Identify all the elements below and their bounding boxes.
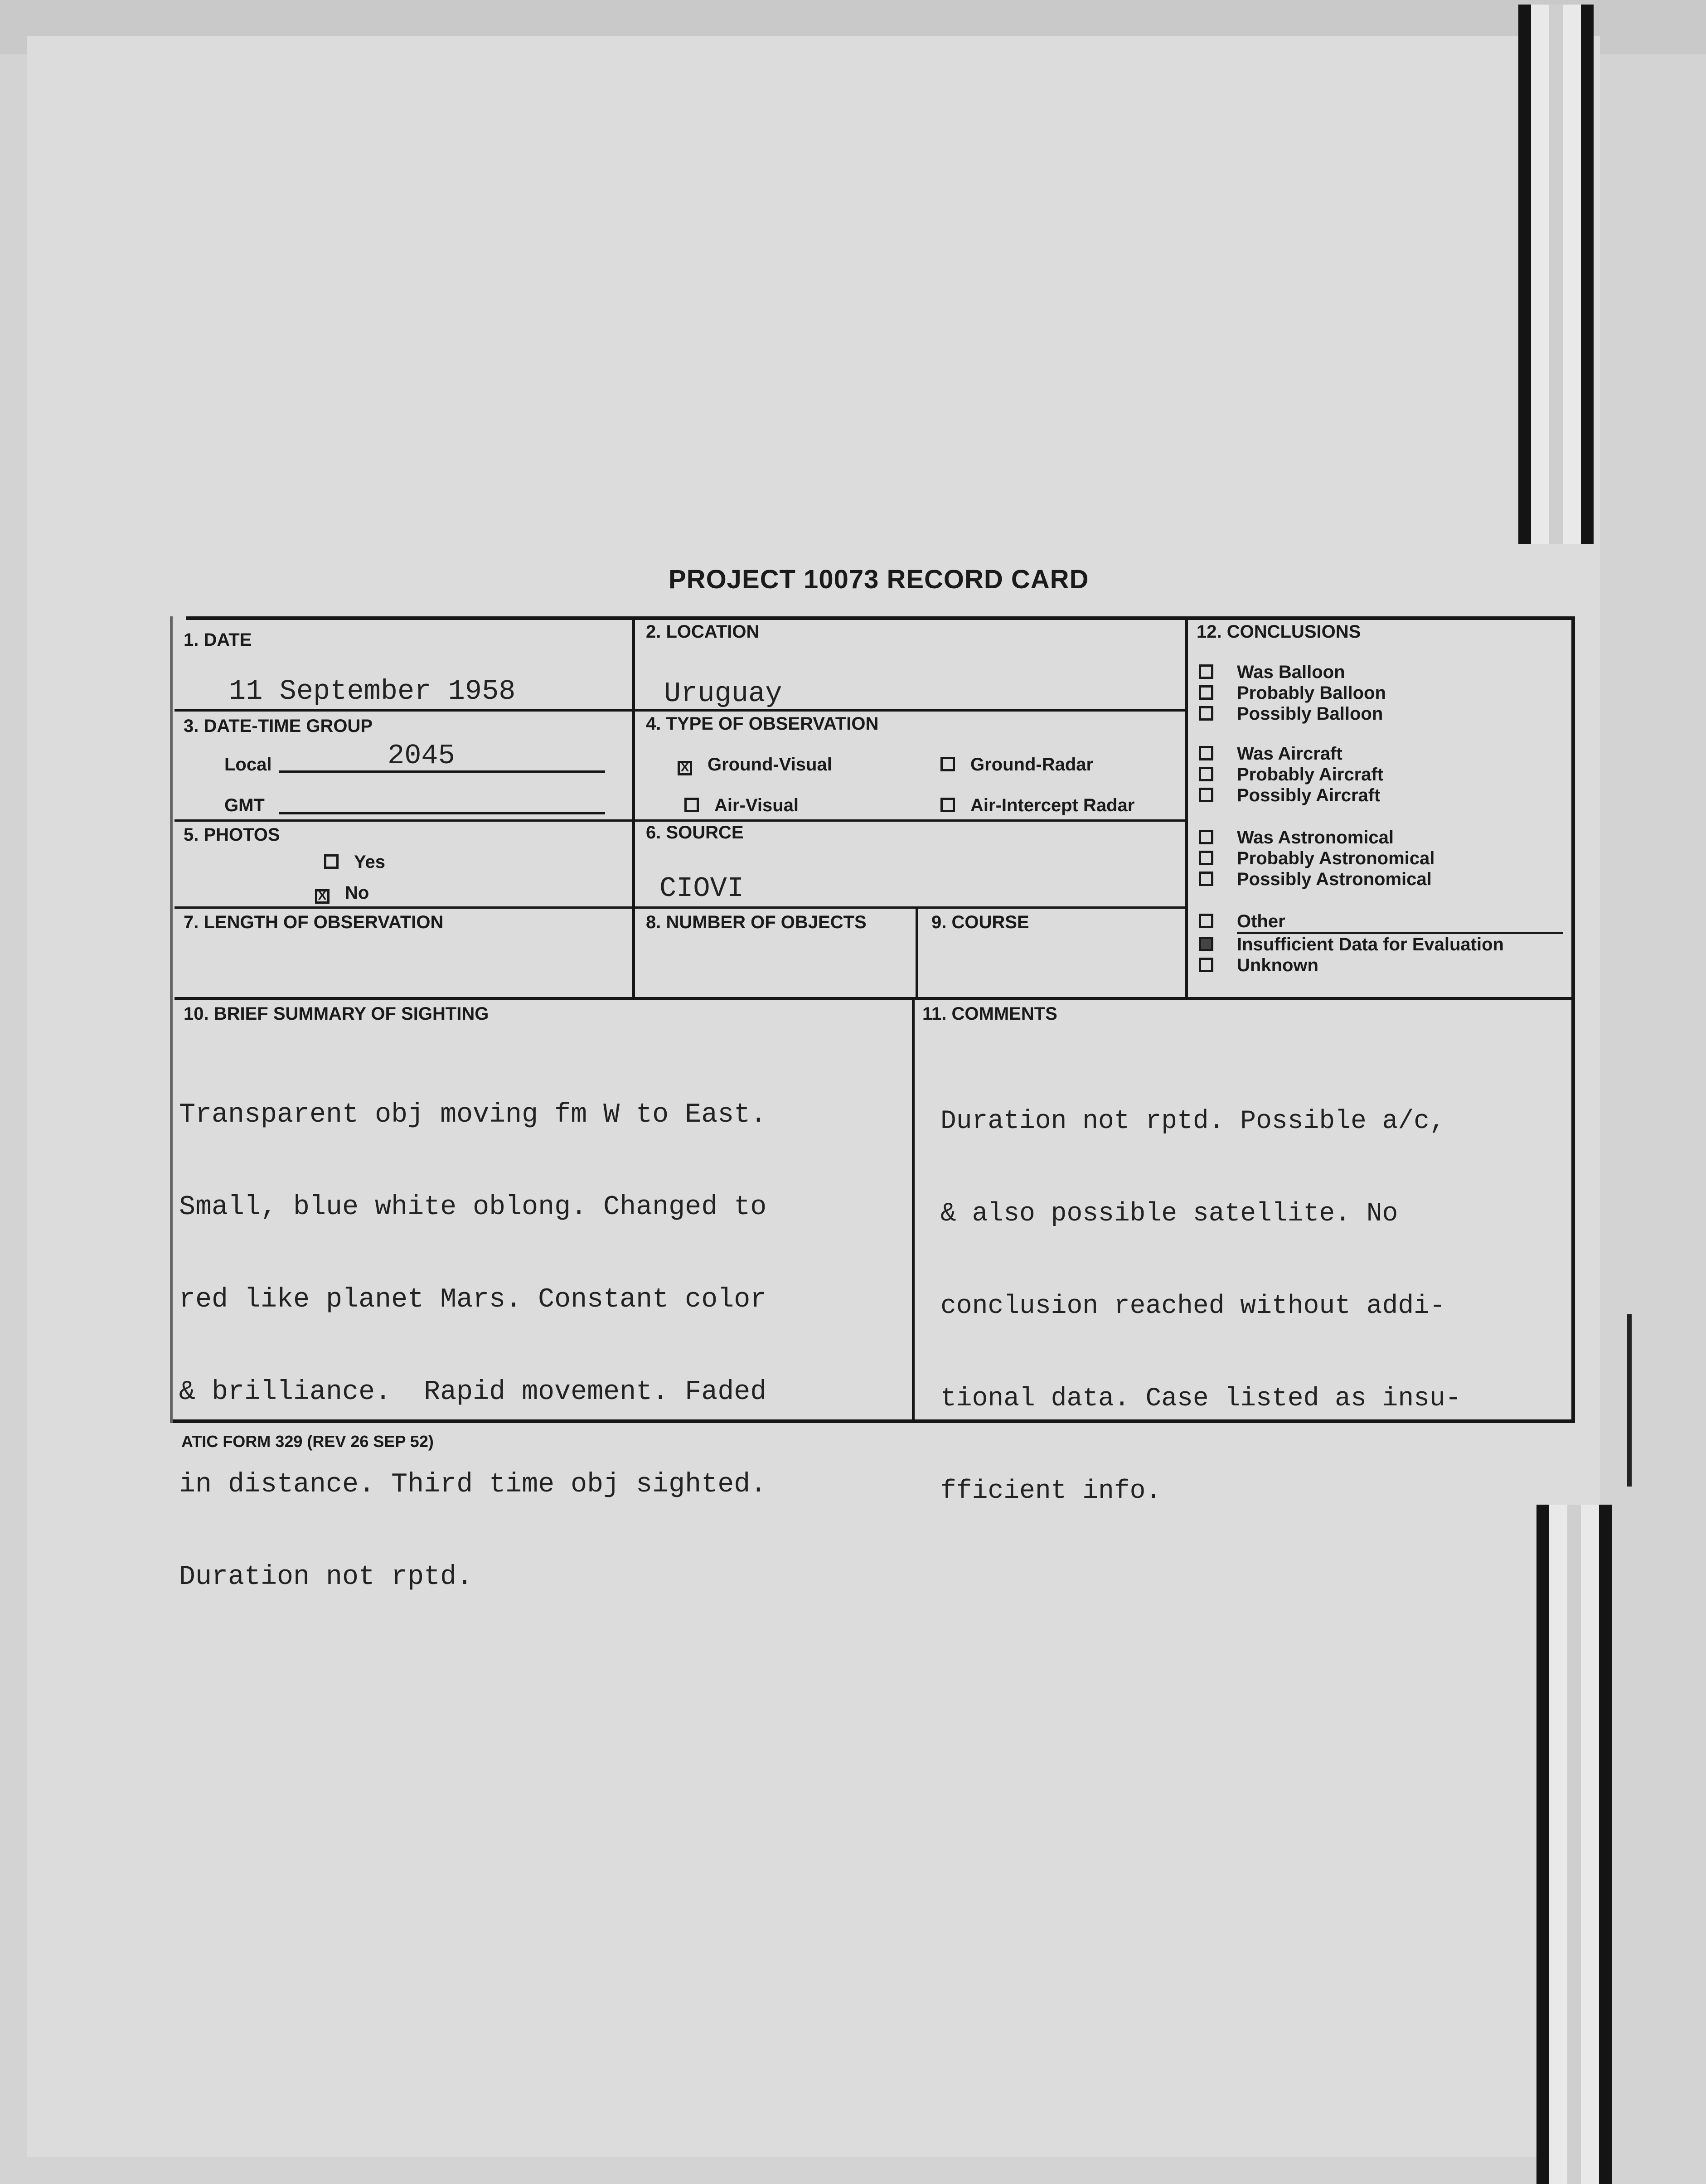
film-strip-bottom xyxy=(1536,1505,1612,2184)
option-label: Probably Astronomical xyxy=(1237,848,1435,868)
checkbox[interactable] xyxy=(1199,746,1213,760)
checkbox[interactable] xyxy=(1199,685,1213,700)
conclusion-option-checked[interactable] xyxy=(1199,934,1563,955)
option-label: Possibly Astronomical xyxy=(1237,869,1432,889)
conclusion-option[interactable] xyxy=(1199,743,1383,764)
source-value[interactable]: CIOVI xyxy=(659,872,744,905)
checkbox[interactable] xyxy=(1199,851,1213,865)
air-intercept-radar-checkbox[interactable] xyxy=(940,798,955,812)
air-visual-checkbox[interactable] xyxy=(684,798,699,812)
option-label: Was Astronomical xyxy=(1237,828,1394,847)
conclusion-option[interactable] xyxy=(1199,683,1386,703)
conclusion-option[interactable] xyxy=(1199,827,1435,848)
checkbox[interactable] xyxy=(1199,664,1213,679)
checkbox-checked[interactable] xyxy=(1199,937,1213,951)
checkbox[interactable] xyxy=(1199,767,1213,781)
source-label: 6. SOURCE xyxy=(646,823,744,843)
conclusions-group-other xyxy=(1199,911,1563,976)
conclusion-option[interactable] xyxy=(1199,703,1386,724)
option-label: Possibly Balloon xyxy=(1237,704,1383,724)
ground-visual-option[interactable] xyxy=(678,755,832,775)
ground-visual-checkbox[interactable]: X xyxy=(678,761,692,775)
conclusion-option[interactable] xyxy=(1199,662,1386,683)
option-label: Probably Aircraft xyxy=(1237,765,1384,784)
summary-line: in distance. Third time obj sighted. xyxy=(179,1469,767,1500)
photos-yes-checkbox[interactable] xyxy=(324,854,339,869)
ground-radar-checkbox[interactable] xyxy=(940,757,955,771)
type-label: 4. TYPE OF OBSERVATION xyxy=(646,714,879,734)
number-label: 8. NUMBER OF OBJECTS xyxy=(646,912,867,932)
date-label: 1. DATE xyxy=(184,630,252,650)
photos-no-checkbox[interactable]: X xyxy=(315,889,330,904)
photos-label: 5. PHOTOS xyxy=(184,825,280,845)
summary-line: Small, blue white oblong. Changed to xyxy=(179,1192,767,1223)
photos-no-option[interactable] xyxy=(315,883,369,904)
conclusions-group-aircraft xyxy=(1199,743,1383,806)
course-label: 9. COURSE xyxy=(931,912,1029,932)
conclusion-option[interactable] xyxy=(1199,848,1435,869)
comments-line: & also possible satellite. No xyxy=(940,1199,1398,1229)
ground-radar-label: Ground-Radar xyxy=(970,755,1094,775)
checkbox[interactable] xyxy=(1199,788,1213,802)
summary-line: Duration not rptd. xyxy=(179,1562,473,1593)
conclusion-option[interactable] xyxy=(1199,785,1383,806)
card-title: PROJECT 10073 RECORD CARD xyxy=(669,565,1089,594)
option-label: Insufficient Data for Evaluation xyxy=(1237,935,1504,954)
location-label: 2. LOCATION xyxy=(646,622,760,642)
summary-line: & brilliance. Rapid movement. Faded xyxy=(179,1377,767,1408)
option-label: Was Aircraft xyxy=(1237,744,1343,764)
ground-visual-label: Ground-Visual xyxy=(708,755,832,775)
comments-line: Duration not rptd. Possible a/c, xyxy=(940,1107,1445,1136)
film-strip-top xyxy=(1518,5,1594,544)
location-value[interactable]: Uruguay xyxy=(664,678,782,710)
local-label: Local xyxy=(224,755,272,775)
option-label: Other xyxy=(1237,911,1563,934)
summary-line: Transparent obj moving fm W to East. xyxy=(179,1099,767,1130)
summary-text[interactable] xyxy=(179,1038,766,1654)
comments-line: conclusion reached without addi- xyxy=(940,1292,1445,1321)
air-intercept-radar-label: Air-Intercept Radar xyxy=(970,795,1135,815)
option-label: Unknown xyxy=(1237,955,1318,975)
gmt-label: GMT xyxy=(224,795,265,815)
dtg-label: 3. DATE-TIME GROUP xyxy=(184,716,373,736)
option-label: Possibly Aircraft xyxy=(1237,785,1381,805)
air-visual-label: Air-Visual xyxy=(714,795,799,815)
conclusions-group-astronomical xyxy=(1199,827,1435,890)
comments-text[interactable] xyxy=(940,1045,1461,1569)
summary-label: 10. BRIEF SUMMARY OF SIGHTING xyxy=(184,1004,489,1024)
page-edge-line xyxy=(1627,1314,1632,1487)
option-label: Was Balloon xyxy=(1237,662,1345,682)
conclusion-option[interactable] xyxy=(1199,869,1435,890)
date-value[interactable]: 11 September 1958 xyxy=(229,675,516,707)
comments-line: fficient info. xyxy=(940,1477,1162,1506)
length-label: 7. LENGTH OF OBSERVATION xyxy=(184,912,444,932)
conclusion-option[interactable] xyxy=(1199,911,1563,934)
air-intercept-radar-option[interactable] xyxy=(940,795,1134,816)
photos-no-label: No xyxy=(345,883,369,903)
comments-label: 11. COMMENTS xyxy=(922,1004,1057,1024)
local-value[interactable]: 2045 xyxy=(388,740,455,772)
air-visual-option[interactable] xyxy=(684,795,799,816)
checkbox[interactable] xyxy=(1199,872,1213,886)
conclusion-option[interactable] xyxy=(1199,955,1563,976)
option-label: Probably Balloon xyxy=(1237,683,1386,703)
checkbox[interactable] xyxy=(1199,706,1213,721)
checkbox[interactable] xyxy=(1199,914,1213,928)
checkbox[interactable] xyxy=(1199,830,1213,844)
ground-radar-option[interactable] xyxy=(940,755,1093,775)
summary-line: red like planet Mars. Constant color xyxy=(179,1284,767,1315)
conclusion-option[interactable] xyxy=(1199,764,1383,785)
photos-yes-option[interactable] xyxy=(324,852,385,872)
conclusions-group-balloon xyxy=(1199,662,1386,724)
form-number: ATIC FORM 329 (REV 26 SEP 52) xyxy=(181,1432,434,1451)
photos-yes-label: Yes xyxy=(354,852,385,872)
checkbox[interactable] xyxy=(1199,958,1213,972)
conclusions-label: 12. CONCLUSIONS xyxy=(1197,622,1361,642)
comments-line: tional data. Case listed as insu- xyxy=(940,1384,1461,1414)
